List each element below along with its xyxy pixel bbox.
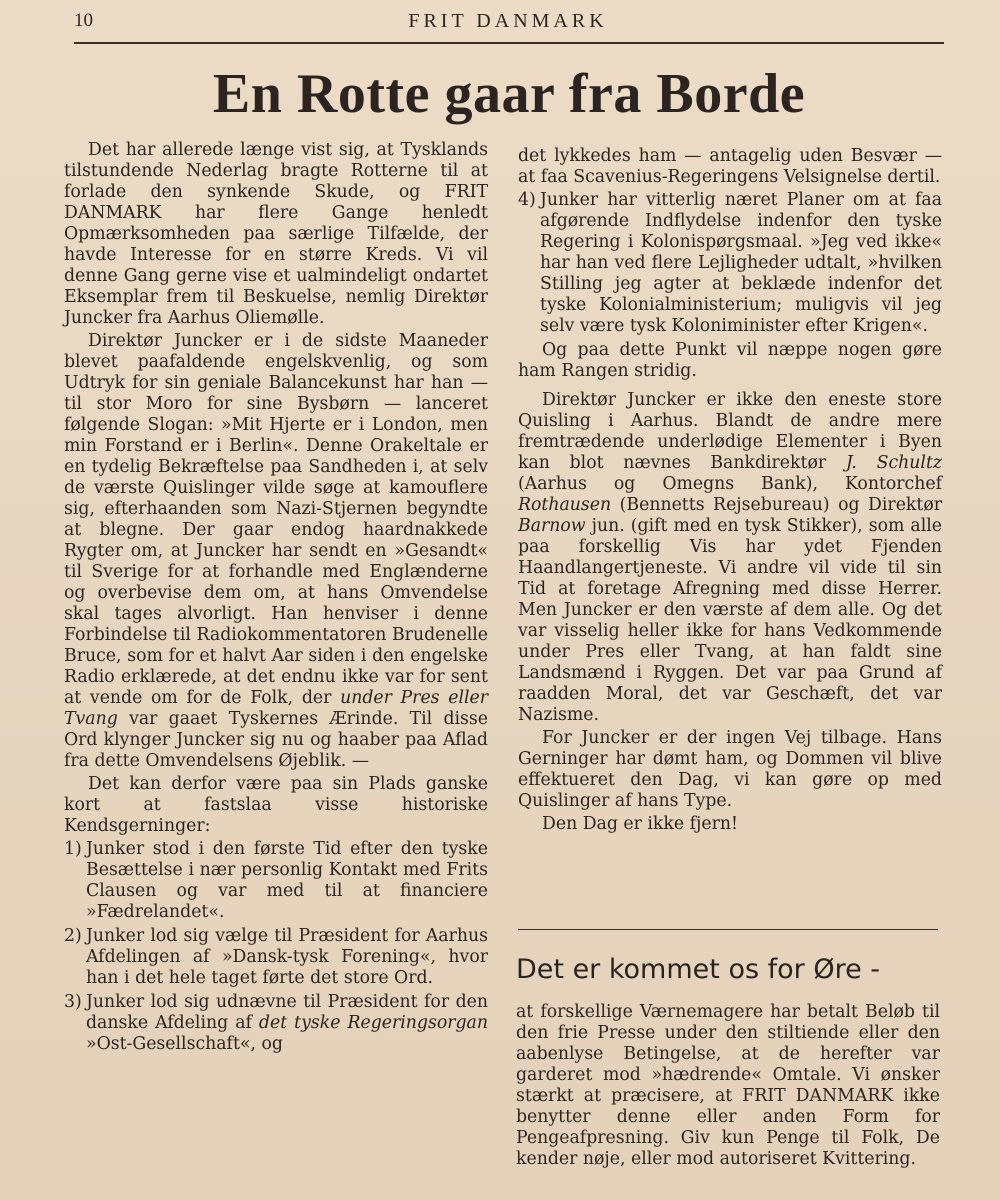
paragraph-closing: Den Dag er ikke fjern! [542,814,738,834]
second-article-headline: Det er kommet os for Øre - [516,954,881,985]
paragraph-point: Og paa dette Punkt vil næppe nogen gøre ham Rangen stridig. [518,340,942,381]
article-headline: En Rotte gaar fra Borde [212,63,806,125]
header-rule [74,42,944,44]
paragraph-continued: det lykkedes ham — antagelig uden Besvær — at faa Scavenius-Regeringens Velsignelse dertil. [518,146,942,187]
second-article-body [516,1002,940,1172]
paragraph-no-way-back: For Juncker er der ingen Vej tilbage. Hans Gerninger har dømt ham, og Dommen vil blive effektueret den Dag, vi kan gøre op med Quislinger af hans Type. [518,728,942,811]
article-divider [518,929,938,930]
paragraph-other-quislings: Direktør Juncker er ikke den eneste store Quisling i Aarhus. Blandt de andre mere fremtrædende underlødige Elementer i Byen kan blot nævnes Bankdirektør J. Schultz (Aarhus og Omegns Bank), Kontorchef Rothausen (Bennetts Rejsebureau) og Direktør Barnow jun. (gift med en tysk Stikker), som alle paa forskellig Vis har ydet Fjenden Haandlangertjeneste. Vi andre vil vide til sin Tid at foretage Afregning med disse Herrer. Men Juncker er den værste af dem alle. Og det var visselig heller ikke for hans Vedkommende under Pres eller Tvang, at han faldt sine Landsmænd i Ryggen. Det var paa Grund af raadden Moral, det var Geschæft, det var Nazisme. [518,390,943,725]
left-column [64,140,488,1058]
list-item: 1) Junker stod i den første Tid efter den tyske Besættelse i nær personlig Kontakt med Frits Clausen og var med til at financiere »Fædrelandet«. [64,839,488,922]
paragraph-extortion: at forskellige Værnemagere har betalt Beløb til den frie Presse under den stiltiende eller den aabenlyse Betingelse, at de herefter var garderet mod »hædrende« Omtale. Vi ønsker stærkt at præcisere, at FRIT DANMARK ikke benytter denne eller anden Form for Pengeafpresning. Giv kun Penge til Folk, De kender nøje, eller mod autoriseret Kvittering. [516,1002,940,1169]
list-item: 3) Junker lod sig udnævne til Præsident for den danske Afdeling af det tyske Regeringsorgan »Ost-Gesellschaft«, og [64,992,488,1054]
page-number: 10 [74,10,93,31]
emphasis-pres-tvang: under Pres eller Tvang [64,688,488,729]
paragraph-intro: Det har allerede længe vist sig, at Tysklands tilstundende Nederlag bragte Rotterne til at forlade den synkende Skude, og FRIT DANMARK har flere Gange henledt Opmærksomheden paa særlige Tilfælde, der havde Interesse for en større Kreds. Vi vil denne Gang gerne vise et ualmindeligt ondartet Eksemplar frem til Beskuelse, nemlig Direktør Juncker fra Aarhus Oliemølle. [64,140,488,328]
paragraph-facts-intro: Det kan derfor være paa sin Plads ganske kort at fastslaa visse historiske Kendsgerninger: [64,774,488,836]
list-item: 2) Junker lod sig vælge til Præsident for Aarhus Afdelingen af »Dansk-tysk Forening«, hvor han i det hele taget førte det store Ord. [64,926,488,988]
right-column [518,146,942,837]
paragraph-slogan: Direktør Juncker er i de sidste Maaneder blevet paafaldende engelskvenlig, og som Udtryk for sin geniale Balancekunst har han — til stor Moro for sine Bysbørn — lanceret følgende Slogan: »Mit Hjerte er i London, men min Forstand er i Berlin«. Denne Orakeltale er en tydelig Bekræftelse paa Sandheden i, at selv de værste Quislinger vilde søge at kamouflere sig, efterhaanden som Nazi-Stjernen begyndte at blegne. Der gaar endog haardnakkede Rygter om, at Juncker har sendt en »Gesandt« til Sverige for at forhandle med Englænderne og overbevise dem om, at hans Omvendelse skal tages alvorligt. Han henviser i denne Forbindelse til Radiokommentatoren Brudenelle Bruce, som for et halvt Aar siden i den engelske Radio erklærede, at det endnu ikke var for sent at vende om for de Folk, der under Pres eller Tvang var gaaet Tyskernes Ærinde. Til disse Ord klynger Juncker sig nu og haaber paa Aflad fra dette Omvendelsens Øjeblik. — [64,331,488,771]
list-item: 4) Junker har vitterlig næret Planer om at faa afgørende Indflydelse indenfor den tyske Regering i Kolonispørgsmaal. »Jeg ved ikke« har han ved flere Lejligheder udtalt, »hvilken Stilling jeg agter at beklæde indenfor det tyske Kolonialministerium; muligvis vil jeg selv være tysk Koloniminister efter Krigen«. [518,190,942,336]
newspaper-name: FRIT DANMARK [408,10,608,32]
page-header [74,6,942,44]
